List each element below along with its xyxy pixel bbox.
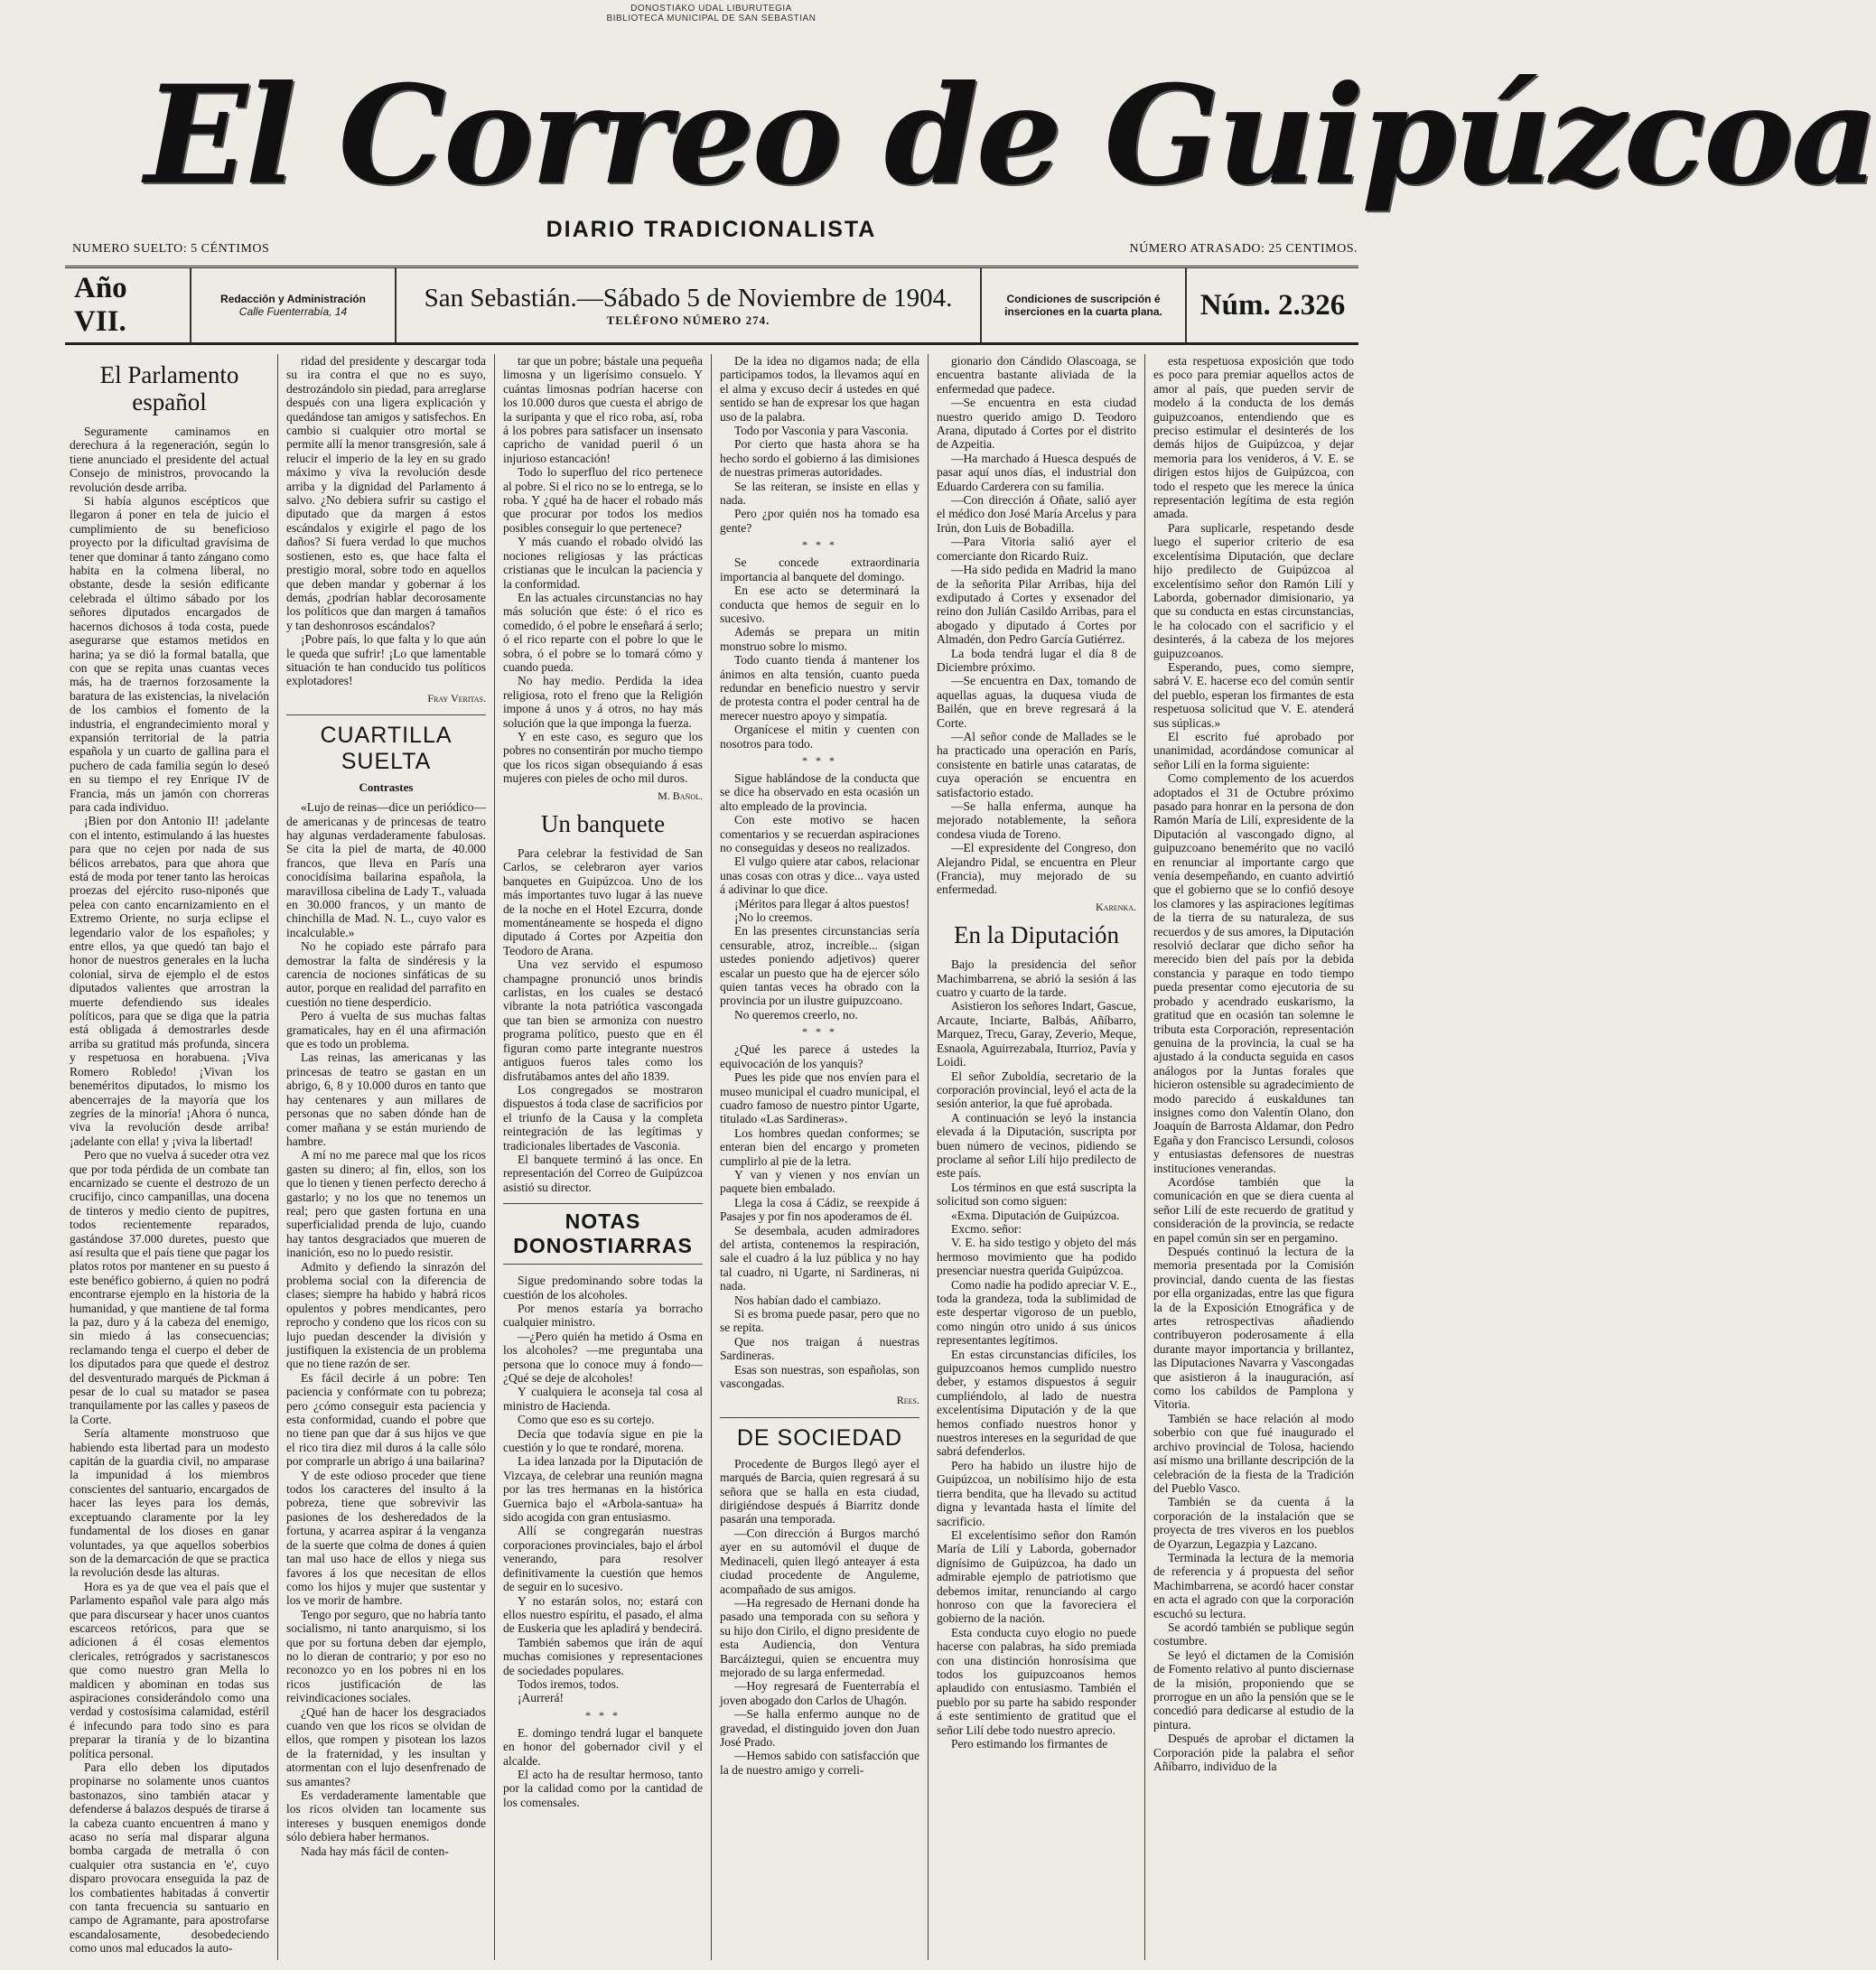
paragraph: «Lujo de reinas—dice un periódico—de americanas y de princesas de teatro hay algunas verdaderamente fabulosas. Se cita la piel de marta, de 40.000 francos, que lleva en París una conocidísima bailarina española, la maravillosa cibelina de Lady T., valuada en 30.000 francos, y un manto de chinchilla de Mad. N. L., cuyo valor es incalculable.»	[286, 800, 486, 939]
paragraph: —Con dirección á Oñate, salió ayer el médico don José María Arcelus y para Irún, don Luis de Bobadilla.	[937, 493, 1136, 535]
paragraph: El banquete terminó á las once. En representación del Correo de Guipúzcoa asistió su director.	[503, 1152, 703, 1194]
paragraph: No he copiado este párrafo para demostrar la falta de sindéresis y la carencia de nociones sinfáticas de su autor, porque en realidad del parrafito en cuestión no tiene desperdicio.	[286, 939, 486, 1009]
paragraph: Todo cuanto tienda á mantener los ánimos en alta tensión, cuanto pueda redundar en beneficio nuestro y servir de protesta contra el poder central ha de merecer nuestro apoyo y simpatía.	[720, 653, 919, 723]
paragraph: Además se prepara un mitin monstruo sobre lo mismo.	[720, 625, 919, 653]
subscription-conditions: Condiciones de suscripción é inserciones en la cuarta plana.	[982, 268, 1187, 342]
paragraph: Es verdaderamente lamentable que los ricos olviden tan locamente sus intereses y busquen enemigos donde sólo debiera haber hermanos.	[286, 1788, 486, 1844]
section-divider: * * *	[802, 538, 837, 552]
paragraph: Allí se congregarán nuestras corporaciones provinciales, bajo el árbol venerando, para resolver definitivamente la cuestión que hemos de seguir en lo sucesivo.	[503, 1524, 703, 1594]
paragraph: Esperando, pues, como siempre, sabrá V. E. hacerse eco del común sentir del pueblo, esperan los firmantes de esta respetuosa solicitud que V. E. atenderá sus súplicas.»	[1153, 659, 1354, 730]
paragraph: También sabemos que irán de aquí muchas comisiones y representaciones de sociedades populares.	[503, 1635, 703, 1677]
paragraph: Que nos traigan á nuestras Sardineras.	[720, 1334, 919, 1363]
paragraph: Para ello deben los diputados propinarse no solamente unos cuantos bastonazos, sino también atacar y defenderse á balazos después de tirarse á la cabeza cuanto encuentren á mano y acaso no sería mal disparar alguna bomba cargada de metralla ó con cualquier otra sustancia en 'e', cuyo disparo provocara enseguida la paz de los combatientes habitadas á convertir con tanta frecuencia su santuario en campo de Agramante, para apostrofarse escandalosamente, desobedeciendo como unos mal educados la auto-	[70, 1760, 269, 1956]
paragraph: tar que un pobre; bástale una pequeña limosna y un ligerísimo consuelo. Y cuántas limosnas podrían hacerse con los 10.000 duros que cuesta el abrigo de la suripanta y que el rico roba, así, roba á los pobres para satisfacer un insensato capricho de vanidad pueril ó un injurioso estancación!	[503, 354, 703, 465]
paragraph: Después continuó la lectura de la memoria presentada por la Comisión provincial, dando cuenta de las fiestas por ella organizadas, entre las que figura la de la Exposición Etnográfica y de artes retrospectivas añadiendo contribuyeron poderosamente á ella durante mayor importancia y brillantez, las Diputaciones Navarra y Vascongadas que asistieron á la inauguración, así como los cabildos de Pamplona y Vitoria.	[1153, 1245, 1354, 1412]
paragraph: Como que eso es su cortejo.	[518, 1413, 655, 1427]
paragraph: Admito y defiendo la sinrazón del problema social con la diferencia de clases; siempre ha habido y habrá ricos opulentos y pobres mendicantes, pero reprocho y condeno que los ricos con su lujo puedan descender la división y justifiquen la existencia de un problema que no tiene razón de ser.	[286, 1259, 486, 1371]
paragraph: ¡Méritos para llegar á altos puestos!	[734, 896, 910, 910]
paragraph: Pero ¿por quién nos ha tomado esa gente?	[720, 507, 919, 535]
paragraph: Después de aprobar el dictamen la Corporación pide la palabra el señor Añíbarro, individuo de la	[1153, 1732, 1354, 1774]
paragraph: De la idea no digamos nada; de ella participamos todos, la llevamos aquí en el alma y excuso decir á ustedes en qué sentido se han de expresar los que hagan uso de la palabra.	[720, 354, 919, 424]
paragraph: También se da cuenta á la corporación de la instalación que se proyecta de tres viveros en los pueblos de Oyarzun, Legazpia y Lazcano.	[1153, 1495, 1354, 1551]
paragraph: ¡No lo creemos.	[734, 910, 813, 925]
paragraph: E. domingo tendrá lugar el banquete en honor del gobernador civil y el alcalde.	[503, 1725, 703, 1768]
paragraph: —Al señor conde de Mallades se le ha practicado una operación en París, consistente en batirle unas cataratas, de cuya operación se encuentra en satisfactorio estado.	[937, 729, 1136, 799]
paragraph: —Con dirección á Burgos marchó ayer en su automóvil el duque de Medinaceli, quien llegó anteayer á esta ciudad procedente de Anguleme, acompañado de sus amigos.	[720, 1526, 919, 1596]
paragraph: Si es broma puede pasar, pero que no se repita.	[720, 1307, 919, 1335]
masthead-subtitle: DIARIO TRADICIONALISTA	[546, 217, 877, 242]
paragraph: gionario don Cándido Olascoaga, se encuentra bastante aliviada de la enfermedad que padece.	[937, 354, 1136, 396]
paragraph: Pero estimando los firmantes de	[951, 1737, 1108, 1751]
paragraph: Terminada la lectura de la memoria de referencia y á propuesta del señor Machimbarrena, se acordó hacer constar en acta el agrado con que la corporación escuchó su lectura.	[1153, 1550, 1354, 1620]
paragraph: En las actuales circunstancias no hay más solución que éste: ó el rico es comedido, ó el pobre le enseñará á serlo; ó el rico reparte con el pobre lo que le sobra, ó el pobre se lo tomará cómo y cuando pueda.	[503, 590, 703, 674]
paragraph: La idea lanzada por la Diputación de Vizcaya, de celebrar una reunión magna por las tres hermanas en la histórica Guernica bajo el «Arbola-santua» ha sido acogida con gran entusiasmo.	[503, 1454, 703, 1525]
paragraph: Los congregados se mostraron dispuestos á toda clase de sacrificios por el triunfo de la Causa y la completa reintegración de las legítimas y tradicionales libertades de Vasconia.	[503, 1082, 703, 1153]
column-5	[929, 354, 1145, 1960]
issue-info-bar	[65, 266, 1358, 345]
paragraph: Y no estarán solos, no; estará con ellos nuestro espíritu, el pasado, el alma de Euskeria que les apladirá y bendecirá.	[503, 1593, 703, 1636]
paragraph: Tengo por seguro, que no habría tanto socialismo, ni tanto anarquismo, si los que por su fortuna deben dar ejemplo, no lo dieran de contrario; y por eso no reconozco yo en los pobres ni en los ricos justificación de las reivindicaciones sociales.	[286, 1607, 486, 1705]
paragraph: Se leyó el dictamen de la Comisión de Fomento relativo al punto disciernase de la misión, proponiendo que se prorrogue en un año la pensión que se le concedió para dedicarse al estudio de la pintura.	[1153, 1648, 1354, 1732]
article-columns	[61, 354, 1362, 1960]
section-divider: * * *	[802, 753, 837, 767]
section-divider: * * *	[585, 1708, 621, 1722]
masthead-title: El Correo de Guipúzcoa	[145, 56, 1876, 215]
paragraph: Sigue predominando sobre todas la cuestión de los alcoholes.	[503, 1274, 703, 1302]
price-back-issue: NÚMERO ATRASADO: 25 CENTIMOS.	[1129, 242, 1358, 256]
paragraph: Pero á vuelta de sus muchas faltas gramaticales, hay en él una afirmación que es todo un problema.	[286, 1009, 486, 1051]
column-4	[712, 354, 929, 1960]
column-3	[495, 354, 712, 1960]
signature: M. Bañol.	[658, 789, 703, 802]
paragraph: Con este motivo se hacen comentarios y se recuerdan aspiraciones no conseguidas y deseos no realizados.	[720, 813, 919, 854]
paragraph: —Ha sido pedida en Madrid la mano de la señorita Pilar Arribas, hija del exdiputado á Cortes y exsenador del reino don Julián Casildo Arribas, para el abogado y diputado á Cortes por Almadén, don Pedro García Gutiérrez.	[937, 563, 1136, 647]
paragraph: Por menos estaría ya borracho cualquier ministro.	[503, 1301, 703, 1330]
paragraph: En las presentes circunstancias sería censurable, atroz, increíble... (sigan ustedes poniendo adjetivos) querer escalar un puesto que ha de ejercer sólo quien tantas veces ha obrado con la provincia por un ilustre guipuzcoano.	[720, 924, 919, 1008]
headline-banquete: Un banquete	[540, 810, 666, 837]
paragraph: —Ha marchado á Huesca después de pasar aquí unos días, el industrial don Eduardo Carderera con su familia.	[937, 451, 1136, 493]
paragraph: Todo por Vasconia y para Vasconia.	[734, 424, 909, 438]
paragraph: Y más cuando el robado olvidó las nociones religiosas y las prácticas cristianas que le inculcan la paciencia y la conformidad.	[503, 535, 703, 591]
paragraph: ¿Qué han de hacer los desgraciados cuando ven que los ricos se olvidan de ellos, que rompen y pisotean los lazos de la fraternidad, y les insultan y atormentan con el lujo desenfrenado de sus amantes?	[286, 1704, 486, 1788]
paragraph: V. E. ha sido testigo y objeto del más hermoso movimiento que ha podido presenciar nuestra querida Guipúzcoa.	[937, 1236, 1136, 1278]
paragraph: Para suplicarle, respetando desde luego el superior criterio de esa excelentísima Diputación, que declare hijo predilecto de Guipúzcoa al excelentísimo señor don Ramón Lilí y Laborda, gobernador dimisionario, ya que su conducta en estas circunstancias, le ha colocado con el sacrificio y el desinterés, á la cabeza de los mejores guipuzcoanos.	[1153, 520, 1354, 660]
headline-diputacion: En la Diputación	[954, 921, 1119, 949]
paragraph: Por cierto que hasta ahora se ha hecho sordo el gobierno á las dimisiones de nuestras primeras autoridades.	[720, 437, 919, 480]
paragraph: Procedente de Burgos llegó ayer el marqués de Barcia, quien regresará á su señora que se halla en esta ciudad, dirigiéndose después á Biarritz donde pasarán una temporada.	[720, 1456, 919, 1527]
headline-notas-donostiarras: NOTAS DONOSTIARRAS	[503, 1203, 703, 1265]
phone-number: TELÉFONO NÚMERO 274.	[606, 313, 770, 327]
paragraph: Nada hay más fácil de conten-	[301, 1844, 449, 1858]
paragraph: Y en este caso, es seguro que los pobres no consentirán por mucho tiempo que los ricos sigan obsequiando á esas mujeres con pieles de ocho mil duros.	[503, 729, 703, 786]
paragraph: A continuación se leyó la instancia elevada á la Diputación, suscripta por buen número de vecinos, pidiendo se proclame al señor Lilí hijo predilecto de este país.	[937, 1110, 1136, 1181]
signature: Karenka.	[1096, 900, 1136, 913]
paragraph: Como complemento de los acuerdos adoptados el 31 de Octubre próximo pasado para honrar en la persona de don Ramón María de Lilí, expresidente de la Diputación al vascongado digno, al guipuzcoano benemérito que no vaciló en renunciar al importante cargo que venía desempeñando, en cuanto advirtió que el gobierno que se lo confió desoye los clamores y las aspiraciones legítimas de la tierra de su naturaleza, de sus recuerdos y de sus amores, la Diputación resolvió declarar que dicho señor ha merecido bien del país por la debida constancia y paraque en todo tiempo pueda presentar como ejecutoria de su probado y acendrado euskarismo, la gratitud que en ocasión tan solemne le tributa esta Corporación, representación genuina de la provincia, la cual se ha ajustado á la conducta seguida en casos análogos por la Juntas forales que hicieron ostensible su agradecimiento de modo parecido á euskaldunes tan insignes como don Valentín Olano, don Joaquín de Barrosta Aldamar, don Pedro Egaña y don Francisco Lersundi, colosos y entusiastas defensores de nuestras instituciones venerandas.	[1153, 771, 1354, 1175]
paragraph: —Hemos sabido con satisfacción que la de nuestro amigo y correli-	[720, 1749, 919, 1777]
paragraph: Asistieron los señores Indart, Gascue, Arcaute, Inciarte, Balbás, Añíbarro, Marquez, Trecu, Garay, Zeverio, Meque, Esnaola, Aguirrezabala, Iturrioz, Pavía y Loidi.	[937, 999, 1136, 1069]
paragraph: Pero que no vuelva á suceder otra vez que por toda pérdida de un combate tan encarnizado se cuente el destrozo de un crucifijo, cinco campanillas, una docena de tinteros y medio ciento de pupitres, todos recientemente reparados, gastándose 37.000 duretes, puesto que así resulta que el país tiene que pagar los platos rotos por mantener en su puesto á este benéfico gobierno, á quien no podrá encontrarse ejemplo en la historia de la humanidad, y que mantiene de tal forma la paz, duro y á la cabeza del enemigo, sin miedo á las consecuencias; reclamando tenga el cuerpo el deber de los diputados para que quede el destroz del desventurado marqués de Pickman á pesar de lo cual su matador se pasea tranquilamente por las calles y paseos de la Corte.	[70, 1148, 269, 1426]
paragraph: ¡Bien por don Antonio II! ¡adelante con el intento, estimulando á las huestes para que no cejen por nada de sus bélicos arrebatos, para que ahora que está de moda por tener tanto las heroicas proezas del ejército ruso-niponés que pelea con canto encarnizamiento en el Extremo Oriente, no surja eclipse el legendario valor de los españoles; y entre ellos, ya que quedó tan bajo el honor de nuestros generales en la lucha colonial, sirva de ejemplo el de estos diputados valientes que arrostran la muerte defendiendo sus ideales políticos, para que se diga que la patria está obligada á demostrarles desde arriba su gratitud más profunda, sincera y respetuosa en horabuena. ¡Viva Romero Robledo! ¡Vivan los beneméritos diputados, lo mismo los abencerrajes de la mayoría que los zegríes de la minoría! ¡Ahora ó nunca, viva la revolución desde arriba! ¡adelante con ella! y ¡viva la libertad!	[70, 814, 269, 1148]
paragraph: Hora es ya de que vea el país que el Parlamento español vale para algo más que para discursear y hacer unos cuantos escarceos retóricos, para que se adicionen á él cosas elementos clericales, retrógrados y sacristanescos que como nuestro gran Mella lo maldicen y abominan en todas sus aspiraciones considerándolo como una verdad y costosísima calamidad, estéril é infecundo para todo sino es para preparar la tiranía y de lo bizantina política personal.	[70, 1579, 269, 1760]
paragraph: Una vez servido el espumoso champagne pronunció unos brindis carlistas, en los cuales se destacó vibrante la nota patriótica vascongada que tan bien se armoniza con nuestro programa político, puesto que en él figuran como parte integrante nuestros antiguos fueros tales como los disfrutábamos antes del año 1839.	[503, 957, 703, 1083]
paragraph: Llega la cosa á Cádiz, se reexpide á Pasajes y por fin nos apoderamos de él.	[720, 1195, 919, 1224]
paragraph: No queremos creerlo, no.	[734, 1007, 858, 1022]
paragraph: Seguramente caminamos en derechura á la regeneración, según lo tiene anunciado el presidente del actual Consejo de ministros, provocando la revolución desde arriba.	[70, 425, 269, 494]
paragraph: Es fácil decirle á un pobre: Ten paciencia y confórmate con tu pobreza; pero ¿cómo conseguir esta paciencia y esta conformidad, cuando el pobre que no tiene pan que dar á sus hijos ve que el rico tira diez mil duros á la calle sólo por comprarle un abrigo á una bailarina?	[286, 1370, 486, 1469]
paragraph: La boda tendrá lugar el día 8 de Diciembre próximo.	[937, 646, 1136, 674]
paragraph: Pues les pide que nos envíen para el museo municipal el cuadro municipal, el cuadro famoso de nuestro pintor Ugarte, titulado «Las Sardineras».	[720, 1070, 919, 1126]
paragraph: Esta conducta cuyo elogio no puede hacerse con palabras, ha sido premiada con una distinción honrosísima que todos los guipuzcoanos hemos aplaudido con entusiasmo. También el pueblo por su parte ha sabido responder á este sentimiento de gratitud que el señor Lilí debe todo nuestro aprecio.	[937, 1625, 1136, 1737]
paragraph: En estas circunstancias difíciles, los guipuzcoanos hemos cumplido nuestro deber, y estamos dispuestos á seguir cumpliéndolo, al lado de nuestra excelentísima Diputación y de la que hemos confiado nuestros honor y nuestros intereses en la seguridad de que sabrá defenderlos.	[937, 1347, 1136, 1459]
signature: Fray Veritas.	[427, 691, 486, 705]
paragraph: Se acordó también se publique según costumbre.	[1153, 1620, 1354, 1648]
price-single-issue: NUMERO SUELTO: 5 CÉNTIMOS	[72, 242, 270, 256]
paragraph: Se desembala, acuden admiradores del artista, contenemos la respiración, sale el cuadro á la luz pública y no hay tal cuadro, ni Ugarte, ni Sardineras, ni nada.	[720, 1223, 919, 1293]
paragraph: Y de este odioso proceder que tiene todos los caracteres del insulto á la pobreza, tiene que sobrevivir las pasiones de los desheredados de la fortuna, y acarrea aspirar á la venganza de la suerte que colma de dones á quien tan mal uso hace de ellos y niega sus favores á los que necesitan de ellos como los hijos y mujer que sustentar y los ve morir de hambre.	[286, 1468, 486, 1608]
paragraph: —Para Vitoria salió ayer el comerciante don Ricardo Ruiz.	[937, 535, 1136, 563]
paragraph: El excelentísimo señor don Ramón María de Lilí y Laborda, gobernador dignísimo de Guipúzcoa, ha dado un admirable ejemplo de patriotismo que debemos imitar, renunciando al cargo honroso con que la favoreciera el gobierno de la nación.	[937, 1527, 1136, 1626]
paragraph: Para celebrar la festividad de San Carlos, se celebraron ayer varios banquetes en Guipúzcoa. Uno de los más importantes tuvo lugar á las nueve de la noche en el Hotel Ezcurra, donde momentáneamente se hospeda el digno diputado á Cortes por Azpeitia don Teodoro de Arana.	[503, 846, 703, 957]
headline-parlamento: El Parlamento español	[99, 361, 239, 415]
stamp-line-2: BIBLIOTECA MUNICIPAL DE SAN SEBASTIAN	[606, 14, 817, 23]
paragraph: ¡Pobre país, lo que falta y lo que aún le queda que sufrir! ¡Lo que lamentable situación te han conducido tus políticos explotadores!	[286, 632, 486, 688]
paragraph: Se concede extraordinaria importancia al banquete del domingo.	[720, 556, 919, 584]
paragraph: El acto ha de resultar hermoso, tanto por la calidad como por la cantidad de los comensales.	[503, 1767, 703, 1809]
paragraph: —Se halla enferma, aunque ha mejorado notablemente, la señora condesa viuda de Toreno.	[937, 799, 1136, 841]
date-block	[397, 268, 982, 342]
signature: Rees.	[896, 1394, 919, 1407]
paragraph: Acordóse también que la comunicación en que se diera cuenta al señor Lilí de este recuerdo de gratitud y consideración de la provincia, se redacte en papel común sin ser en pergamino.	[1153, 1174, 1354, 1245]
office-address: Calle Fuenterrabía, 14	[238, 305, 348, 318]
paragraph: Si había algunos escépticos que llegaron á poner en tela de juicio el cumplimiento de su beneficioso proyecto por la dificultad gravísima de tener que dominar á tanto zángano como habita en la colmena liberal, no obstante, desde la sesión edificante celebrada el último sábado por los señores diputados encargados de hacernos dichosos á toda costa, puede asegurarse que estamos metidos en harina; ya se dió la formal batalla, que con que se repita unas cuantas veces más, ha de traernos forzosamente la baratura de las existencias, la nivelación de los cambios el fomento de la industria, el engrandecimiento moral y expansión territorial de la patria española y un cuarto de gallina para el puchero de cada familia según lo deseó en su tiempo el rey Enrique IV de Francia, más un jamón con chorreras para cada individuo.	[70, 494, 269, 814]
library-stamp	[0, 4, 1423, 23]
paragraph: Esas son nuestras, son españolas, son vascongadas.	[720, 1362, 919, 1391]
paragraph: El vulgo quiere atar cabos, relacionar unas cosas con otras y dice... vaya usted á adivinar lo que dice.	[720, 854, 919, 897]
paragraph: —Ha regresado de Hernani donde ha pasado una temporada con su señora y su hijo don Cirilo, el digno presidente de esta Audiencia, don Ventura Barcáiztegui, quien se encuentra muy mejorado de su larga enfermedad.	[720, 1595, 919, 1679]
issue-date: San Sebastián.—Sábado 5 de Noviembre de 1904.	[424, 283, 953, 313]
paragraph: El escrito fué aprobado por unanimidad, acordándose comunicar al señor Lilí en la forma siguiente:	[1153, 729, 1354, 771]
paragraph: Nos habían dado el cambiazo.	[734, 1293, 882, 1307]
paragraph: —Se halla enfermo aunque no de gravedad, el distinguido joven don Juan José Prado.	[720, 1707, 919, 1749]
paragraph: Excmo. señor:	[951, 1221, 1022, 1236]
paragraph: Y van y vienen y nos envían un paquete bien embalado.	[720, 1167, 919, 1196]
editorial-office	[191, 268, 397, 342]
headline-de-sociedad: DE SOCIEDAD	[720, 1417, 919, 1452]
paragraph: —El expresidente del Congreso, don Alejandro Pidal, se encuentra en Pleur (Francia), muy mejorado de su enfermedad.	[937, 841, 1136, 897]
paragraph: Y cualquiera le aconseja tal cosa al ministro de Hacienda.	[503, 1385, 703, 1413]
paragraph: En ese acto se determinará la conducta que hemos de seguir en lo sucesivo.	[720, 584, 919, 625]
paragraph: Como nadie ha podido apreciar V. E., toda la grandeza, toda la sublimidad de este despertar vigoroso de un pueblo, como ningún otro unido á sus únicos representantes legítimos.	[937, 1277, 1136, 1348]
paragraph: —Hoy regresará de Fuenterrabía el joven abogado don Carlos de Uhagón.	[720, 1679, 919, 1707]
paragraph: Sigue hablándose de la conducta que se dice ha observado en esta ocasión un alto empleado de la provincia.	[720, 770, 919, 813]
paragraph: ¡Aurrerá!	[518, 1691, 564, 1705]
paragraph: A mí no me parece mal que los ricos gasten su dinero; al fin, ellos, son los que lo tienen y tienen perfecto derecho á gastarlo; y no los que no tenemos un real; pero que gasten fortuna en una superficialidad prenda de lujo, cuando hay tantos desgraciados que mueren de inanición, eso no lo puedo resistir.	[286, 1148, 486, 1260]
paragraph: —Se encuentra en esta ciudad nuestro querido amigo D. Teodoro Arana, diputado á Cortes por el distrito de Azpeitia.	[937, 396, 1136, 452]
subheading-contrastes: Contrastes	[359, 780, 414, 795]
headline-cuartilla-suelta: CUARTILLA SUELTA	[286, 714, 486, 775]
paragraph: También se hace relación al modo soberbio con que fué inaugurado el archivo provincial de Tolosa, haciendo así mismo una brillante descripción de la celebración de la fiesta de la Tradición del Pueblo Vasco.	[1153, 1411, 1354, 1495]
section-divider: * * *	[802, 1025, 837, 1039]
paragraph: Todo lo superfluo del rico pertenece al pobre. Si el rico no se lo entrega, se lo roba. Y ¿qué ha de hacer el robado más que procurar por todos los medios posibles conseguir lo que pertenece?	[503, 465, 703, 535]
paragraph: «Exma. Diputación de Guipúzcoa.	[951, 1208, 1120, 1222]
column-2	[278, 354, 495, 1960]
paragraph: Decía que todavía sigue en pie la cuestión y lo que te rondaré, morena.	[503, 1426, 703, 1455]
paragraph: Organícese el mitin y cuenten con nosotros para todo.	[720, 723, 919, 751]
paragraph: Las reinas, las americanas y las princesas de teatro se gastan en un abrigo, 6, 8 y 10.000 duros en tanto que hay centenares y aun millares de personas que no saben dónde han de comer mañana y se están muriendo de hambre.	[286, 1050, 486, 1148]
paragraph: Sería altamente monstruoso que habiendo esta libertad para un modesto capitán de la guardia civil, no amparase la impunidad á los miembros conscientes del santuario, encargados de hacer las leyes para los demás, exceptuando claramente por la ley fundamental de los dioses en ganar voluntades, ya que aquellos soberbios son de la demarcación de que se practica la revolución desde las alturas.	[70, 1426, 269, 1580]
paragraph: —¿Pero quién ha metido á Osma en los alcoholes? —me preguntaba una persona que lo conoce muy á fondo—¿Qué se deje de alcoholes!	[503, 1329, 703, 1385]
paragraph: Los hombres quedan conformes; se enteran bien del encargo y prometen cumplirlo al pie de la letra.	[720, 1125, 919, 1168]
paragraph: No hay medio. Perdida la idea religiosa, roto el freno que la Religión impone á unos y á otros, no hay más solución que la que imponga la fuerza.	[503, 674, 703, 730]
paragraph: Pero ha habido un ilustre hijo de Guipúzcoa, un nobilísimo hijo de esta tierra bendita, que ha llevado su actitud digna y levantada hasta el límite del sacrificio.	[937, 1458, 1136, 1528]
paragraph: Bajo la presidencia del señor Machimbarrena, se abrió la sesión á las cuatro y cuarto de la tarde.	[937, 957, 1136, 1000]
paragraph: El señor Zuboldía, secretario de la corporación provincial, leyó el acta de la sesión anterior, la que fué aprobada.	[937, 1069, 1136, 1111]
paragraph: Los términos en que está suscripta la solicitud son como siguen:	[937, 1180, 1136, 1209]
issue-number: Núm. 2.326	[1199, 288, 1346, 322]
paragraph: Todos iremos, todos.	[518, 1676, 620, 1691]
paragraph: ¿Qué les parece á ustedes la equivocación de los yanquis?	[720, 1042, 919, 1070]
issue-year: Año VII.	[65, 268, 191, 342]
office-title: Redacción y Administración	[220, 293, 366, 305]
column-1	[61, 354, 278, 1960]
paragraph: ridad del presidente y descargar toda su ira contra el que no es suyo, destrozándolo sin piedad, para arreglarse después con una ligera explicación y quedándose tan amigos y satisfechos. En cambio si cualquier otro mortal se permite allí la menor transgresión, sale á relucir el imperio de la ley en su grado máximo y viva la revolución desde arriba y la dignidad del Parlamento á salvo. ¿No debiera sufrir su castigo el diputado que da margen á estos escándalos y exigirle el pago de los daños? Si fuera verdad lo que muchos sostienen, esto es, que hace falta el prestigio moral, sobre todo en aquellos que deben mandar y gobernar á los demás, ¿podrían hablar decorosamente los políticos que dan margen á tamaños y tan deshonrosos escándalos?	[286, 354, 486, 632]
paragraph: esta respetuosa exposición que todo es poco para premiar aquellos actos de amor al país, que pueden servir de modelo á la conducta de los demás guipuzcoanos, entendiendo que es preciso estimular el desinterés de los demás hijos de Guipúzcoa, y dejar memoria para los venideros, á V. E. se dirigen estos hijos de Guipúzcoa, con todo el respeto que les merece la única representación legítima de esta región amada.	[1153, 354, 1354, 521]
column-6	[1145, 354, 1362, 1960]
paragraph: Se las reiteran, se insiste en ellas y nada.	[720, 479, 919, 508]
stamp-line-1: DONOSTIAKO UDAL LIBURUTEGIA	[630, 4, 792, 14]
paragraph: —Se encuentra en Dax, tomando de aquellas aguas, la duquesa viuda de Bailén, que en breve regresará á la Corte.	[937, 674, 1136, 730]
